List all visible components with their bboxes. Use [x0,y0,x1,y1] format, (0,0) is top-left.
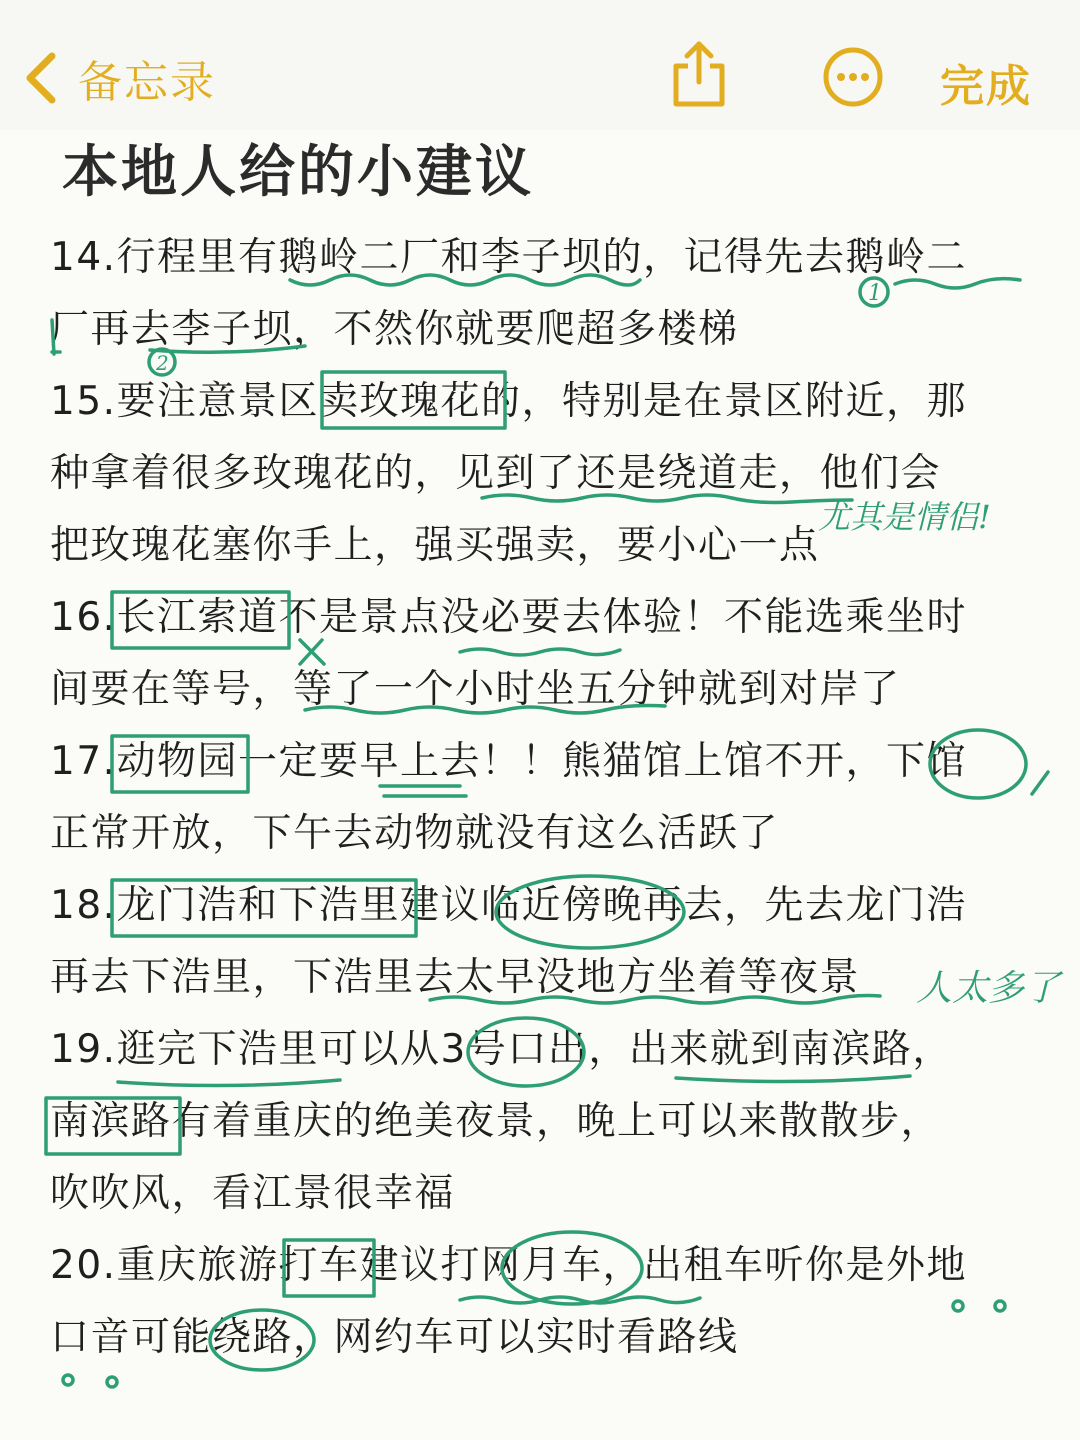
dot-mark [107,1377,117,1387]
note-line: 种拿着很多玫瑰花的，见到了还是绕道走，他们会 [50,451,942,496]
handwritten-note: 尤其是情侣! [818,498,991,536]
navigation-bar [0,0,1080,130]
note-line: 口音可能绕路，网约车可以实时看路线 [50,1315,739,1360]
note-line: 厂再去李子坝，不然你就要爬超多楼梯 [50,307,739,352]
note-line: 正常开放，下午去动物就没有这么活跃了 [50,811,780,856]
note-line: 16.长江索道不是景点没必要去体验！不能选乘坐时 [50,595,968,640]
number-marker-label: 1 [868,281,882,306]
back-label: 备忘录 [78,57,216,108]
dot-mark [63,1375,73,1385]
note-line: 20.重庆旅游打车建议打网月车，出租车听你是外地 [50,1243,968,1288]
share-icon[interactable] [668,38,730,110]
handwritten-note: 人太多了 [916,968,1061,1009]
note-title: 本地人给的小建议 [62,140,534,205]
note-line: 14.行程里有鹅岭二厂和李子坝的，记得先去鹅岭二 [50,235,968,280]
more-icon[interactable] [822,46,884,108]
note-line: 再去下浩里，下浩里去太早没地方坐着等夜景 [50,955,861,1000]
note-line: 15.要注意景区卖玫瑰花的，特别是在景区附近，那 [50,379,968,424]
note-line: 把玫瑰花塞你手上，强买强卖，要小心一点 [50,523,820,568]
note-line: 南滨路有着重庆的绝美夜景，晚上可以来散散步， [50,1099,942,1144]
note-line: 17.动物园一定要早上去！！熊猫馆上馆不开，下馆 [50,739,968,784]
note-body[interactable] [50,222,1050,1374]
note-line: 18.龙门浩和下浩里建议临近傍晚再去，先去龙门浩 [50,883,968,928]
back-button[interactable] [22,48,216,108]
chevron-left-icon [22,50,62,106]
note-line: 间要在等号，等了一个小时坐五分钟就到对岸了 [50,667,901,712]
done-button[interactable]: 完成 [940,61,1032,112]
number-marker-label: 2 [156,351,169,375]
note-line: 吹吹风，看江景很幸福 [50,1171,456,1216]
note-line: 19.逛完下浩里可以从3号口出，出来就到南滨路， [50,1027,953,1072]
